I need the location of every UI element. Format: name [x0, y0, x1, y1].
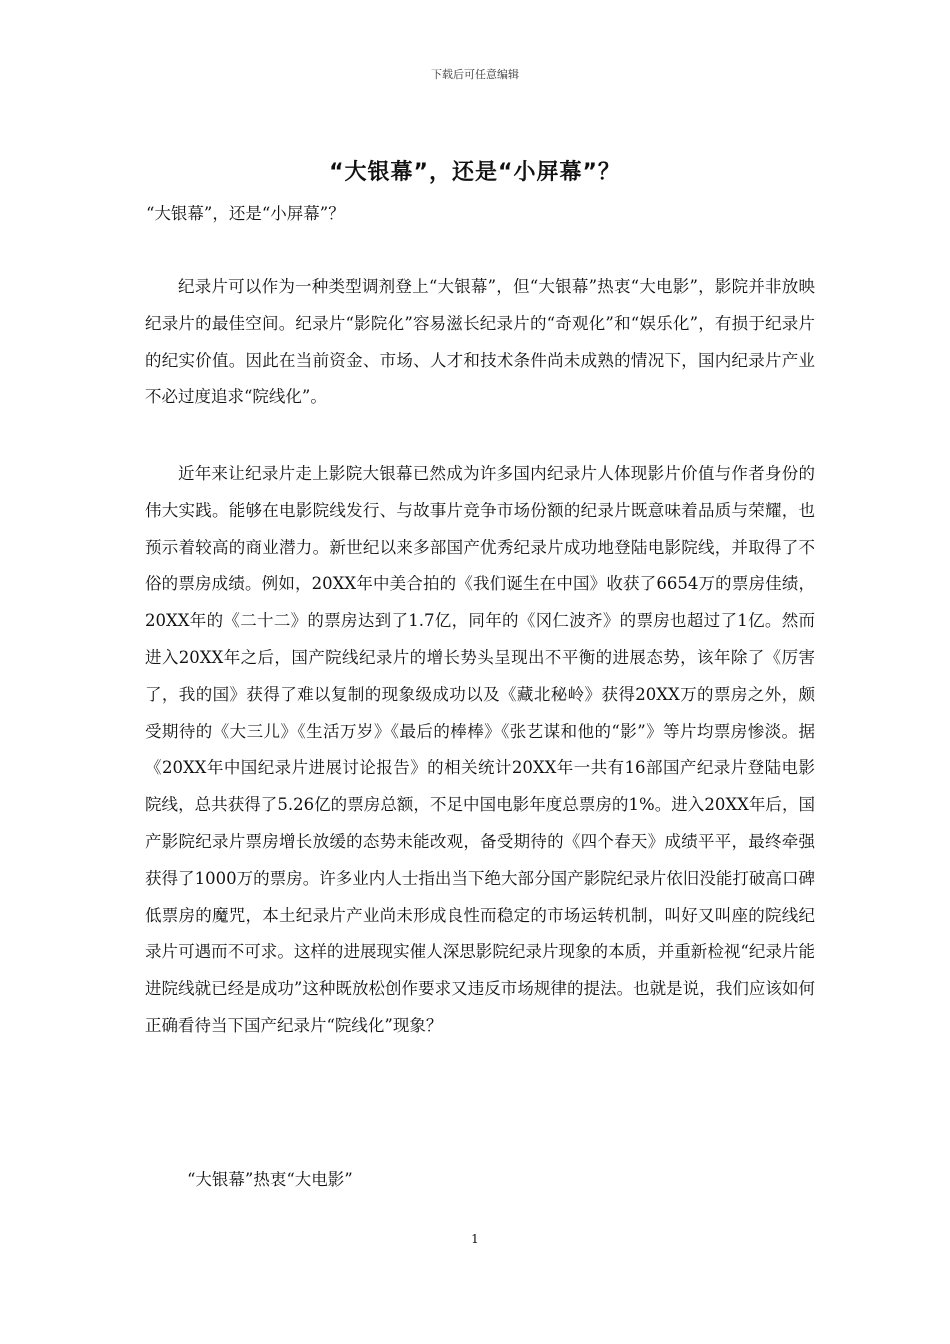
page-number: 1 [471, 1232, 479, 1246]
section-heading: “大银幕”热衷“大电影” [187, 1170, 353, 1189]
body-paragraph-2: 近年来让纪录片走上影院大银幕已然成为许多国内纪录片人体现影片价值与作者身份的伟大实践。能够在电影院线发行、与故事片竞争市场份额的纪录片既意味着品质与荣耀，也预示着较高的商业潜力。新世纪以来多部国产优秀纪录片成功地登陆电影院线，并取得了不俗的票房成绩。例如，20XX年中美合拍的《我们诞生在中国》收获了6654万的票房佳绩，20XX年的《二十二》的票房达到了1.7亿，同年的《冈仁波齐》的票房也超过了1亿。然而进入20XX年之后，国产院线纪录片的增长势头呈现出不平衡的进展态势，该年除了《厉害了，我的国》获得了难以复制的现象级成功以及《藏北秘岭》获得20XX万的票房之外，颇受期待的《大三儿》《生活万岁》《最后的棒棒》《张艺谋和他的“影”》等片均票房惨淡。据《20XX年中国纪录片进展讨论报告》的相关统计20XX年一共有16部国产纪录片登陆电影院线，总共获得了5.26亿的票房总额，不足中国电影年度总票房的1%。进入20XX年后，国产影院纪录片票房增长放缓的态势未能改观，备受期待的《四个春天》成绩平平，最终牵强获得了1000万的票房。许多业内人士指出当下绝大部分国产影院纪录片依旧没能打破高口碑低票房的魔咒，本土纪录片产业尚未形成良性而稳定的市场运转机制，叫好又叫座的院线纪录片可遇而不可求。这样的进展现实催人深思影院纪录片现象的本质，并重新检视“纪录片能进院线就已经是成功”这种既放松创作要求又违反市场规律的提法。也就是说，我们应该如何正确看待当下国产纪录片“院线化”现象？ [145, 464, 815, 1035]
body-paragraph-1: 纪录片可以作为一种类型调剂登上“大银幕”，但“大银幕”热衷“大电影”，影院并非放映纪录片的最佳空间。纪录片“影院化”容易滋长纪录片的“奇观化”和“娱乐化”，有损于纪录片的纪实价值。因此在当前资金、市场、人才和技术条件尚未成熟的情况下，国内纪录片产业不必过度追求“院线化”。 [145, 277, 815, 407]
document-subtitle: “大银幕”，还是“小屏幕”？ [146, 204, 345, 223]
document-title: “大银幕”，还是“小屏幕”？ [329, 160, 621, 185]
header-note: 下载后可任意编辑 [431, 68, 519, 81]
